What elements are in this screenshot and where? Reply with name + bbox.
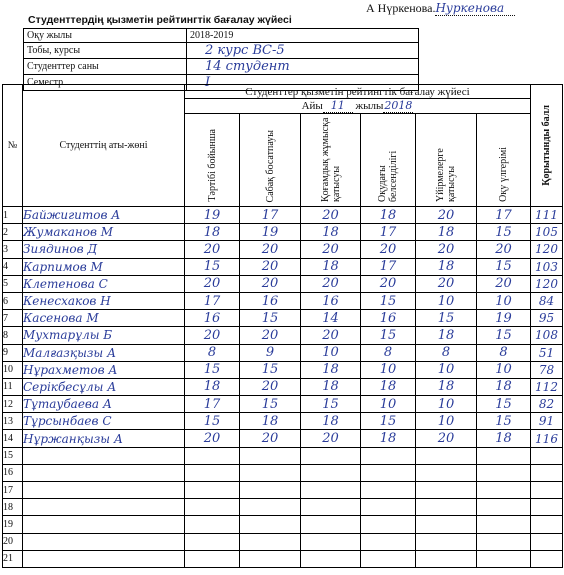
score-cell (361, 447, 416, 464)
score-cell: 20 (301, 241, 361, 258)
student-name: Тұрсынбаев С (23, 413, 185, 430)
row-number: 13 (3, 413, 23, 430)
score-cell (301, 482, 361, 499)
table-row (3, 310, 563, 327)
row-number: 18 (3, 499, 23, 516)
score-cell: 15 (240, 310, 301, 327)
score-cell: 20 (416, 241, 477, 258)
row-number: 4 (3, 258, 23, 275)
score-cell: 10 (416, 413, 477, 430)
score-cell: 16 (185, 310, 240, 327)
score-cell: 14 (301, 310, 361, 327)
score-cell: 17 (185, 396, 240, 413)
column-header-label: Оқу үлгерімі (498, 147, 509, 202)
student-name (23, 482, 185, 499)
row-number: 9 (3, 344, 23, 361)
table-row (3, 241, 563, 258)
score-cell: 20 (185, 275, 240, 292)
column-header-label: Үйірмелерге қатысуы (435, 148, 457, 202)
signer-line (366, 1, 515, 16)
score-cell (477, 482, 531, 499)
student-name (23, 464, 185, 481)
table-row (3, 292, 563, 309)
info-row (24, 43, 419, 59)
score-cell: 20 (477, 241, 531, 258)
student-name (23, 516, 185, 533)
column-header (361, 114, 416, 207)
score-cell: 18 (301, 258, 361, 275)
score-cell: 10 (361, 361, 416, 378)
year-value: 2018 (384, 99, 413, 112)
month-label: Айы (301, 100, 323, 112)
total-cell: 103 (531, 258, 563, 275)
score-cell: 10 (301, 344, 361, 361)
total-cell (531, 550, 563, 567)
score-cell (240, 533, 301, 550)
score-cell (185, 464, 240, 481)
column-header (301, 114, 361, 207)
student-name: Малғазқызы А (23, 344, 185, 361)
score-cell (416, 447, 477, 464)
score-cell: 20 (477, 275, 531, 292)
table-row (3, 344, 563, 361)
score-cell: 20 (240, 378, 301, 395)
total-cell (531, 464, 563, 481)
score-cell: 20 (301, 275, 361, 292)
score-cell: 10 (361, 396, 416, 413)
score-cell: 16 (361, 310, 416, 327)
table-row (3, 327, 563, 344)
score-cell (240, 550, 301, 567)
score-cell: 20 (416, 430, 477, 447)
score-cell (477, 447, 531, 464)
score-cell: 18 (301, 378, 361, 395)
score-cell: 18 (477, 378, 531, 395)
score-cell: 20 (416, 275, 477, 292)
score-cell: 15 (240, 396, 301, 413)
score-cell: 19 (240, 224, 301, 241)
info-label: Студенттер саны (24, 59, 187, 75)
score-cell: 15 (477, 224, 531, 241)
table-row (3, 550, 563, 567)
score-cell: 18 (416, 327, 477, 344)
total-header-label: Қорытынды балл (541, 105, 552, 186)
score-cell: 15 (185, 361, 240, 378)
score-cell (416, 516, 477, 533)
table-row (3, 413, 563, 430)
total-cell: 105 (531, 224, 563, 241)
score-cell (301, 550, 361, 567)
table-row (3, 482, 563, 499)
score-cell (477, 499, 531, 516)
score-cell (185, 550, 240, 567)
score-cell: 18 (416, 224, 477, 241)
table-row (3, 499, 563, 516)
score-cell: 15 (477, 413, 531, 430)
student-name: Зиядинов Д (23, 241, 185, 258)
score-cell: 18 (477, 430, 531, 447)
score-cell: 18 (301, 413, 361, 430)
score-cell (416, 533, 477, 550)
score-cell: 16 (240, 292, 301, 309)
score-cell: 16 (301, 292, 361, 309)
row-number: 21 (3, 550, 23, 567)
score-cell: 20 (240, 327, 301, 344)
table-row (3, 516, 563, 533)
row-number: 3 (3, 241, 23, 258)
score-cell (185, 516, 240, 533)
total-cell: 51 (531, 344, 563, 361)
score-cell (416, 499, 477, 516)
total-cell (531, 447, 563, 464)
row-number: 8 (3, 327, 23, 344)
score-cell: 20 (361, 275, 416, 292)
table-row (3, 378, 563, 395)
total-header (531, 85, 563, 207)
total-cell (531, 482, 563, 499)
total-cell: 84 (531, 292, 563, 309)
score-cell: 15 (361, 413, 416, 430)
row-number: 6 (3, 292, 23, 309)
score-cell: 15 (185, 258, 240, 275)
column-header (416, 114, 477, 207)
table-row (3, 396, 563, 413)
total-cell: 82 (531, 396, 563, 413)
score-cell: 18 (240, 413, 301, 430)
score-cell: 18 (361, 430, 416, 447)
score-cell: 15 (477, 327, 531, 344)
period-line (185, 99, 531, 114)
row-number: 17 (3, 482, 23, 499)
column-header-label: Қоғамдық жұмысқа қатысуы (319, 117, 342, 202)
signature: Нуркенова (435, 1, 515, 16)
score-cell: 10 (416, 396, 477, 413)
score-cell: 8 (416, 344, 477, 361)
score-cell (361, 550, 416, 567)
score-cell: 17 (361, 224, 416, 241)
score-cell: 15 (361, 327, 416, 344)
score-cell: 15 (477, 258, 531, 275)
row-number: 14 (3, 430, 23, 447)
student-name: Мухтарұлы Б (23, 327, 185, 344)
total-cell: 111 (531, 207, 563, 224)
row-number: 11 (3, 378, 23, 395)
score-cell: 15 (240, 361, 301, 378)
score-cell: 17 (361, 258, 416, 275)
column-header-label: Сабақ босатпауы (264, 129, 276, 202)
column-header (477, 114, 531, 207)
info-value: 14 студент (187, 59, 419, 75)
score-cell: 15 (361, 292, 416, 309)
score-cell (477, 464, 531, 481)
student-name: Касенова М (23, 310, 185, 327)
score-cell: 18 (416, 258, 477, 275)
score-cell: 18 (185, 378, 240, 395)
row-number: 10 (3, 361, 23, 378)
student-name (23, 499, 185, 516)
score-cell (477, 516, 531, 533)
score-cell: 20 (240, 258, 301, 275)
score-cell: 15 (301, 396, 361, 413)
table-row (3, 464, 563, 481)
total-cell: 108 (531, 327, 563, 344)
score-cell (185, 482, 240, 499)
score-cell (416, 482, 477, 499)
score-cell: 18 (416, 378, 477, 395)
info-table (23, 28, 419, 91)
score-cell: 10 (416, 292, 477, 309)
score-cell: 20 (301, 207, 361, 224)
column-header-label: Оқудағы белсенділігі (377, 150, 399, 202)
score-cell: 18 (301, 361, 361, 378)
info-value: 2 курс ВС-5 (187, 43, 419, 59)
row-number: 2 (3, 224, 23, 241)
score-cell: 20 (301, 430, 361, 447)
month-value: 11 (323, 99, 353, 113)
score-cell: 8 (361, 344, 416, 361)
score-cell: 18 (361, 378, 416, 395)
total-cell: 120 (531, 275, 563, 292)
student-name: Клетенова С (23, 275, 185, 292)
score-cell: 15 (477, 396, 531, 413)
table-row (3, 447, 563, 464)
score-cell: 20 (185, 327, 240, 344)
info-row (24, 59, 419, 75)
table-row (3, 533, 563, 550)
score-cell: 18 (185, 224, 240, 241)
score-cell (416, 550, 477, 567)
info-row (24, 29, 419, 43)
info-label: Оқу жылы (24, 29, 187, 43)
page-title: Студенттердің қызметін рейтингтік бағалау жүйесі (28, 14, 292, 26)
info-value: 2018-2019 (187, 29, 419, 43)
student-name: Кенесхаков Н (23, 292, 185, 309)
total-cell: 112 (531, 378, 563, 395)
info-label: Тобы, курсы (24, 43, 187, 59)
student-name: Байжигитов А (23, 207, 185, 224)
score-cell: 18 (361, 207, 416, 224)
score-cell (185, 533, 240, 550)
score-cell (301, 447, 361, 464)
score-cell (301, 533, 361, 550)
score-cell (361, 533, 416, 550)
score-cell: 19 (185, 207, 240, 224)
rating-table (2, 84, 563, 568)
total-cell (531, 499, 563, 516)
row-number: 15 (3, 447, 23, 464)
total-cell: 91 (531, 413, 563, 430)
signer-name: А Нүркенова. (366, 1, 436, 15)
student-name: Нұржанқызы А (23, 430, 185, 447)
score-cell: 15 (416, 310, 477, 327)
score-cell (301, 464, 361, 481)
column-header (240, 114, 301, 207)
total-cell: 78 (531, 361, 563, 378)
score-cell (361, 499, 416, 516)
score-cell (301, 499, 361, 516)
score-cell: 8 (477, 344, 531, 361)
table-row (3, 207, 563, 224)
table-row (3, 275, 563, 292)
score-cell: 17 (240, 207, 301, 224)
score-cell: 19 (477, 310, 531, 327)
score-cell: 10 (477, 292, 531, 309)
score-cell: 15 (185, 413, 240, 430)
total-cell (531, 516, 563, 533)
score-cell (240, 482, 301, 499)
row-number: 12 (3, 396, 23, 413)
score-cell: 17 (185, 292, 240, 309)
score-cell: 17 (477, 207, 531, 224)
table-row (3, 258, 563, 275)
row-number: 1 (3, 207, 23, 224)
score-cell (240, 516, 301, 533)
column-header-label: Тәртібі бойынша (206, 129, 218, 202)
score-cell: 20 (240, 430, 301, 447)
score-cell (477, 533, 531, 550)
score-cell: 8 (185, 344, 240, 361)
score-cell (185, 447, 240, 464)
student-name: Карпимов М (23, 258, 185, 275)
student-name: Жумаканов М (23, 224, 185, 241)
score-cell (361, 482, 416, 499)
score-cell: 10 (416, 361, 477, 378)
name-header: Студенттің аты-жөні (23, 85, 185, 207)
score-cell: 18 (301, 224, 361, 241)
student-name (23, 533, 185, 550)
score-cell (477, 550, 531, 567)
score-cell (240, 499, 301, 516)
score-cell (416, 464, 477, 481)
score-cell: 20 (185, 241, 240, 258)
score-cell (240, 464, 301, 481)
score-cell (361, 516, 416, 533)
info-value: I (187, 75, 419, 91)
score-cell (361, 464, 416, 481)
group-header: Студенттер қызметін рейтингтік бағалау жүйесі (185, 85, 531, 99)
student-name: Нұрахметов А (23, 361, 185, 378)
score-cell: 20 (240, 241, 301, 258)
score-cell: 10 (477, 361, 531, 378)
total-cell (531, 533, 563, 550)
score-cell (301, 516, 361, 533)
score-cell: 9 (240, 344, 301, 361)
year-label: жылы (355, 100, 384, 112)
table-row (3, 224, 563, 241)
score-cell: 20 (416, 207, 477, 224)
row-number: 7 (3, 310, 23, 327)
student-name: Серікбесұлы А (23, 378, 185, 395)
column-header (185, 114, 240, 207)
total-cell: 95 (531, 310, 563, 327)
row-number: 16 (3, 464, 23, 481)
score-cell: 20 (301, 327, 361, 344)
row-number: 20 (3, 533, 23, 550)
row-number: 19 (3, 516, 23, 533)
info-label: Семестр (24, 75, 187, 91)
score-cell (185, 499, 240, 516)
student-name: Тұтаубаева А (23, 396, 185, 413)
student-name (23, 550, 185, 567)
number-header: № (3, 85, 23, 207)
total-cell: 120 (531, 241, 563, 258)
table-row (3, 361, 563, 378)
row-number: 5 (3, 275, 23, 292)
score-cell: 20 (361, 241, 416, 258)
total-cell: 116 (531, 430, 563, 447)
score-cell: 20 (185, 430, 240, 447)
score-cell (240, 447, 301, 464)
table-row (3, 430, 563, 447)
student-name (23, 447, 185, 464)
score-cell: 20 (240, 275, 301, 292)
